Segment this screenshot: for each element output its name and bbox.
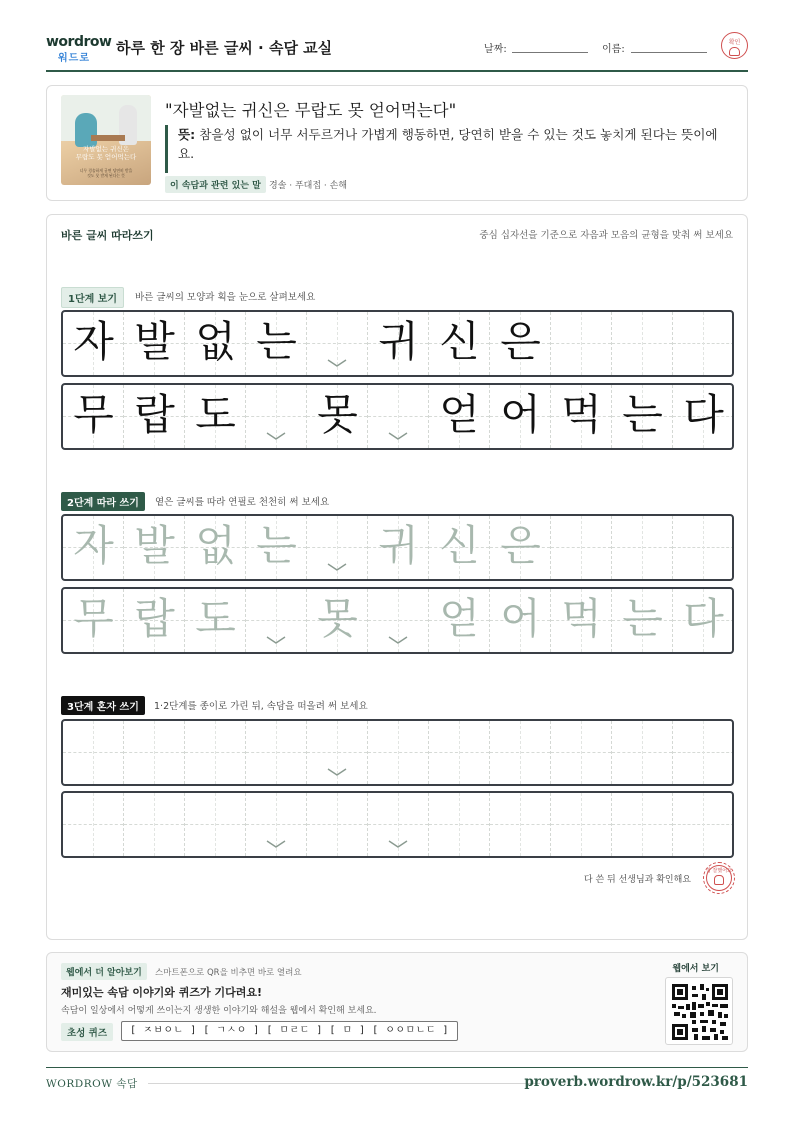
grid-character: 신 bbox=[439, 317, 480, 366]
step1-line1-grid bbox=[61, 310, 734, 377]
meaning-label: 뜻: bbox=[178, 127, 196, 142]
grid-cell[interactable] bbox=[307, 793, 368, 856]
grid-cell[interactable] bbox=[612, 721, 673, 784]
good-job-stamp-icon bbox=[703, 862, 735, 894]
grid-character: 도 bbox=[195, 390, 236, 439]
grid-cell[interactable] bbox=[63, 589, 124, 652]
grid-character: 랍 bbox=[134, 390, 175, 439]
grid-cell[interactable] bbox=[246, 589, 307, 652]
space-mark-icon bbox=[326, 562, 348, 572]
grid-cell bbox=[246, 312, 307, 375]
grid-cell bbox=[673, 385, 734, 448]
space-mark-icon bbox=[326, 358, 348, 368]
grid-cell[interactable] bbox=[246, 516, 307, 579]
grid-cell[interactable] bbox=[368, 793, 429, 856]
grid-cell[interactable] bbox=[124, 721, 185, 784]
grid-cell[interactable] bbox=[429, 589, 490, 652]
grid-cell[interactable] bbox=[246, 793, 307, 856]
name-field[interactable] bbox=[631, 52, 707, 53]
check-stamp-icon bbox=[721, 32, 748, 59]
illustration-subcaption: 너무 경솔하게 굴면 당연히 받을 것도 못 받게 된다는 뜻 bbox=[79, 168, 133, 178]
web-description: 속담이 일상에서 어떻게 쓰이는지 생생한 이야기와 해설을 웹에서 확인해 보세요. bbox=[61, 1006, 377, 1016]
name-label: 이름: bbox=[602, 44, 625, 55]
grid-cell[interactable] bbox=[673, 721, 734, 784]
grid-cell[interactable] bbox=[368, 516, 429, 579]
grid-cell[interactable] bbox=[185, 516, 246, 579]
space-mark-icon bbox=[265, 635, 287, 645]
grid-cell bbox=[368, 312, 429, 375]
grid-cell bbox=[185, 385, 246, 448]
grid-character: 무 bbox=[73, 390, 114, 439]
grid-cell[interactable] bbox=[124, 793, 185, 856]
step2-desc: 옅은 글씨를 따라 연필로 천천히 써 보세요 bbox=[155, 497, 330, 508]
grid-cell[interactable] bbox=[490, 589, 551, 652]
grid-cell bbox=[429, 385, 490, 448]
grid-cell[interactable] bbox=[185, 589, 246, 652]
proverb-meaning bbox=[165, 125, 725, 173]
qr-label: 웹에서 보기 bbox=[672, 964, 719, 974]
grid-cell bbox=[673, 312, 734, 375]
grid-cell bbox=[246, 385, 307, 448]
space-mark-icon bbox=[387, 431, 409, 441]
related-label: 이 속담과 관련 있는 말 bbox=[165, 176, 266, 193]
teacher-check-text: 다 쓴 뒤 선생님과 확인해요 bbox=[583, 875, 691, 885]
step3-desc: 1·2단계를 종이로 가린 뒤, 속담을 떠올려 써 보세요 bbox=[154, 701, 368, 712]
footer-brand: WORDROW 속담 bbox=[46, 1078, 138, 1090]
grid-cell[interactable] bbox=[551, 589, 612, 652]
grid-cell bbox=[612, 312, 673, 375]
grid-cell[interactable] bbox=[246, 721, 307, 784]
grid-character: 없 bbox=[195, 521, 236, 570]
grid-character: 귀 bbox=[378, 317, 419, 366]
grid-character: 얻 bbox=[439, 594, 480, 643]
grid-cell[interactable] bbox=[307, 721, 368, 784]
grid-cell[interactable] bbox=[185, 793, 246, 856]
qr-code-icon bbox=[672, 984, 728, 1040]
grid-cell[interactable] bbox=[124, 516, 185, 579]
step3-line2-grid[interactable] bbox=[61, 791, 734, 858]
grid-character: 무 bbox=[73, 594, 114, 643]
space-mark-icon bbox=[326, 767, 348, 777]
proverb-illustration bbox=[61, 95, 151, 185]
grid-cell[interactable] bbox=[429, 516, 490, 579]
related-words: 경솔 · 푸대접 · 손해 bbox=[269, 181, 348, 191]
grid-cell[interactable] bbox=[673, 793, 734, 856]
check-stamp-text: 확인 bbox=[728, 39, 741, 46]
grid-character: 다 bbox=[683, 390, 724, 439]
illustration-caption: 자발없는 귀신은 무랍도 못 얻어먹는다 bbox=[75, 145, 137, 161]
grid-cell bbox=[551, 312, 612, 375]
grid-character: 도 bbox=[195, 594, 236, 643]
practice-title: 바른 글씨 따라쓰기 bbox=[61, 229, 154, 242]
grid-cell bbox=[63, 312, 124, 375]
grid-cell bbox=[368, 385, 429, 448]
grid-cell[interactable] bbox=[673, 589, 734, 652]
grid-cell bbox=[490, 385, 551, 448]
grid-character: 못 bbox=[317, 390, 358, 439]
grid-character: 얻 bbox=[439, 390, 480, 439]
grid-character: 는 bbox=[256, 317, 297, 366]
grid-cell[interactable] bbox=[551, 793, 612, 856]
step2-line2-grid[interactable] bbox=[61, 587, 734, 654]
proverb-card bbox=[46, 85, 748, 201]
logo-subtext: 워드로 bbox=[58, 53, 90, 64]
grid-cell[interactable] bbox=[307, 589, 368, 652]
grid-cell bbox=[124, 312, 185, 375]
grid-cell[interactable] bbox=[307, 516, 368, 579]
grid-character: 는 bbox=[256, 521, 297, 570]
step2-tag: 2단계 따라 쓰기 bbox=[61, 492, 145, 511]
logo-text: wordrow bbox=[46, 34, 112, 50]
qr-code[interactable] bbox=[665, 977, 733, 1045]
grid-cell[interactable] bbox=[490, 793, 551, 856]
grid-cell[interactable] bbox=[673, 516, 734, 579]
web-promo-section bbox=[46, 952, 748, 1052]
grid-cell bbox=[551, 385, 612, 448]
grid-cell bbox=[307, 312, 368, 375]
grid-cell bbox=[63, 385, 124, 448]
grid-character: 자 bbox=[73, 521, 114, 570]
footer-rule bbox=[148, 1083, 540, 1084]
grid-cell[interactable] bbox=[124, 589, 185, 652]
grid-character: 어 bbox=[500, 390, 541, 439]
grid-cell bbox=[185, 312, 246, 375]
grid-cell[interactable] bbox=[612, 793, 673, 856]
grid-character: 신 bbox=[439, 521, 480, 570]
page-header bbox=[46, 30, 748, 72]
web-hint: 스마트폰으로 QR을 비추면 바로 열려요 bbox=[155, 968, 302, 978]
grid-cell[interactable] bbox=[429, 721, 490, 784]
space-mark-icon bbox=[265, 431, 287, 441]
grid-cell bbox=[124, 385, 185, 448]
step1-line2-grid bbox=[61, 383, 734, 450]
grid-character: 자 bbox=[73, 317, 114, 366]
grid-character: 발 bbox=[134, 521, 175, 570]
grid-cell[interactable] bbox=[63, 793, 124, 856]
space-mark-icon bbox=[265, 839, 287, 849]
grid-character: 없 bbox=[195, 317, 236, 366]
grid-cell[interactable] bbox=[490, 721, 551, 784]
grid-cell[interactable] bbox=[612, 589, 673, 652]
chosung-quiz-box: [ ㅈㅂㅇㄴ ] [ ㄱㅅㅇ ] [ ㅁㄹㄷ ] [ ㅁ ] [ ㅇㅇㅁㄴㄷ ] bbox=[121, 1021, 458, 1041]
web-headline: 재미있는 속담 이야기와 퀴즈가 기다려요! bbox=[61, 986, 262, 999]
step1-tag: 1단계 보기 bbox=[61, 287, 124, 308]
quiz-label: 초성 퀴즈 bbox=[61, 1023, 113, 1041]
step2-line1-grid[interactable] bbox=[61, 514, 734, 581]
practice-hint: 중심 십자선을 기준으로 자음과 모음의 균형을 맞춰 써 보세요 bbox=[479, 230, 733, 241]
grid-character: 먹 bbox=[561, 390, 602, 439]
grid-character: 랍 bbox=[134, 594, 175, 643]
grid-cell[interactable] bbox=[612, 516, 673, 579]
grid-cell[interactable] bbox=[63, 721, 124, 784]
grid-cell bbox=[307, 385, 368, 448]
practice-section bbox=[46, 214, 748, 940]
page-title: 하루 한 장 바른 글씨 · 속담 교실 bbox=[116, 39, 333, 57]
web-tag: 웹에서 더 알아보기 bbox=[61, 963, 147, 980]
wordrow-logo[interactable] bbox=[46, 34, 112, 64]
good-job-stamp-text: 참 잘했어요 bbox=[706, 868, 732, 874]
space-mark-icon bbox=[387, 635, 409, 645]
grid-cell[interactable] bbox=[368, 589, 429, 652]
grid-character: 먹 bbox=[561, 594, 602, 643]
grid-character: 발 bbox=[134, 317, 175, 366]
footer-url[interactable]: proverb.wordrow.kr/p/523681 bbox=[524, 1074, 748, 1090]
space-mark-icon bbox=[387, 839, 409, 849]
grid-cell[interactable] bbox=[368, 721, 429, 784]
grid-cell[interactable] bbox=[551, 516, 612, 579]
grid-cell bbox=[490, 312, 551, 375]
grid-character: 못 bbox=[317, 594, 358, 643]
proverb-title: "자발없는 귀신은 무랍도 못 얻어먹는다" bbox=[165, 101, 457, 120]
grid-cell[interactable] bbox=[551, 721, 612, 784]
grid-character: 귀 bbox=[378, 521, 419, 570]
footer-divider bbox=[46, 1067, 748, 1068]
step3-tag: 3단계 혼자 쓰기 bbox=[61, 696, 145, 715]
grid-cell[interactable] bbox=[185, 721, 246, 784]
grid-cell bbox=[429, 312, 490, 375]
grid-character: 다 bbox=[683, 594, 724, 643]
grid-character: 은 bbox=[500, 521, 541, 570]
grid-cell bbox=[612, 385, 673, 448]
grid-character: 는 bbox=[622, 390, 663, 439]
date-field[interactable] bbox=[512, 52, 588, 53]
grid-character: 은 bbox=[500, 317, 541, 366]
grid-cell[interactable] bbox=[490, 516, 551, 579]
grid-cell[interactable] bbox=[63, 516, 124, 579]
step3-line1-grid[interactable] bbox=[61, 719, 734, 786]
date-label: 날짜: bbox=[484, 44, 507, 55]
step1-desc: 바른 글씨의 모양과 획을 눈으로 살펴보세요 bbox=[135, 292, 316, 303]
meaning-text: 참을성 없이 너무 서두르거나 가볍게 행동하면, 당연히 받을 수 있는 것도 놓치게 된다는 뜻이에요. bbox=[178, 127, 718, 161]
grid-character: 는 bbox=[622, 594, 663, 643]
grid-character: 어 bbox=[500, 594, 541, 643]
grid-cell[interactable] bbox=[429, 793, 490, 856]
